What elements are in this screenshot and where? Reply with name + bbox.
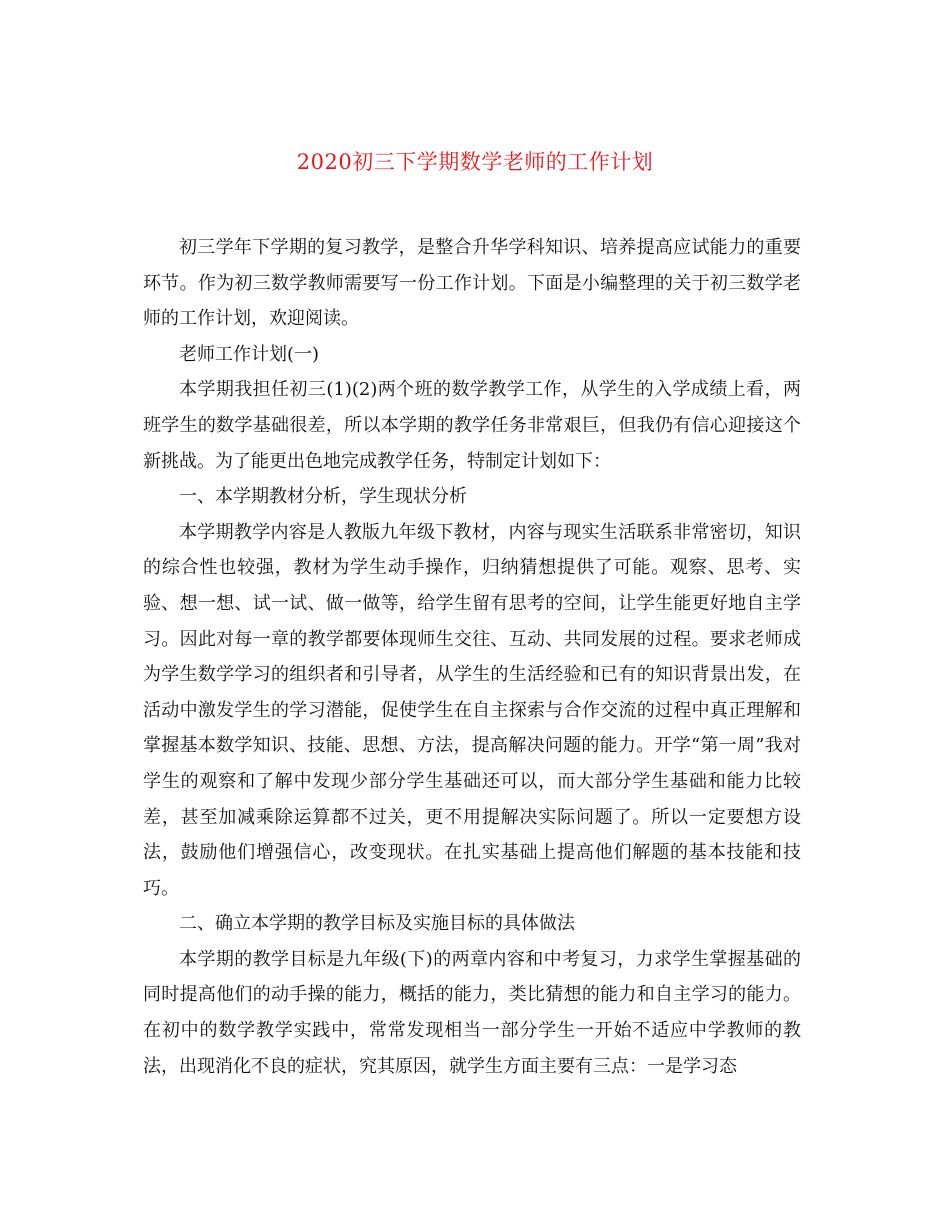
section-heading-goals: 二、确立本学期的教学目标及实施目标的具体做法 [179,913,575,935]
document-title: 2020初三下学期数学老师的工作计划 [296,150,654,174]
paragraph-textbook-analysis: 本学期教学内容是人教版九年级下教材，内容与现实生活联系非常密切，知识的综合性也较强，教材为学生动手操作，归纳猜想提供了可能。观察、思考、实验、想一想、试一试、做一做等，给学生留有思考的空间，让学生能更好地自主学习。因此对每一章的教学都要体现师生交往、互动、共同发展的过程。要求老师成为学生数学学习的组织者和引导者，从学生的生活经验和已有的知识背景出发，在活动中激发学生的学习潜能，促使学生在自主探索与合作交流的过程中真正理解和掌握基本数学知识、技能、思想、方法，提高解决问题的能力。开学“第一周”我对学生的观察和了解中发现少部分学生基础还可以，而大部分学生基础和能力比较差，甚至加减乘除运算都不过关，更不用提解决实际问题了。所以一定要想方设法，鼓励他们增强信心，改变现状。在扎实基础上提高他们解题的基本技能和技巧。 [143,521,801,899]
section-heading-analysis: 一、本学期教材分析，学生现状分析 [179,486,467,508]
section-heading-plan-one: 老师工作计划(一) [179,343,320,365]
paragraph-class-situation: 本学期我担任初三(1)(2)两个班的数学教学工作，从学生的入学成绩上看，两班学生的数学基础很差，所以本学期的教学任务非常艰巨，但我仍有信心迎接这个新挑战。为了能更出色地完成教学任务，特制定计划如下： [143,379,801,472]
document-body [143,230,801,1084]
paragraph-goals: 本学期的教学目标是九年级(下)的两章内容和中考复习，力求学生掌握基础的同时提高他们的动手操的能力，概括的能力，类比猜想的能力和自主学习的能力。在初中的数学教学实践中，常常发现相当一部分学生一开始不适应中学教师的教法，出现消化不良的症状，究其原因，就学生方面主要有三点：一是学习态 [143,948,801,1077]
paragraph-intro: 初三学年下学期的复习教学，是整合升华学科知识、培养提高应试能力的重要环节。作为初三数学教师需要写一份工作计划。下面是小编整理的关于初三数学老师的工作计划，欢迎阅读。 [143,237,801,330]
